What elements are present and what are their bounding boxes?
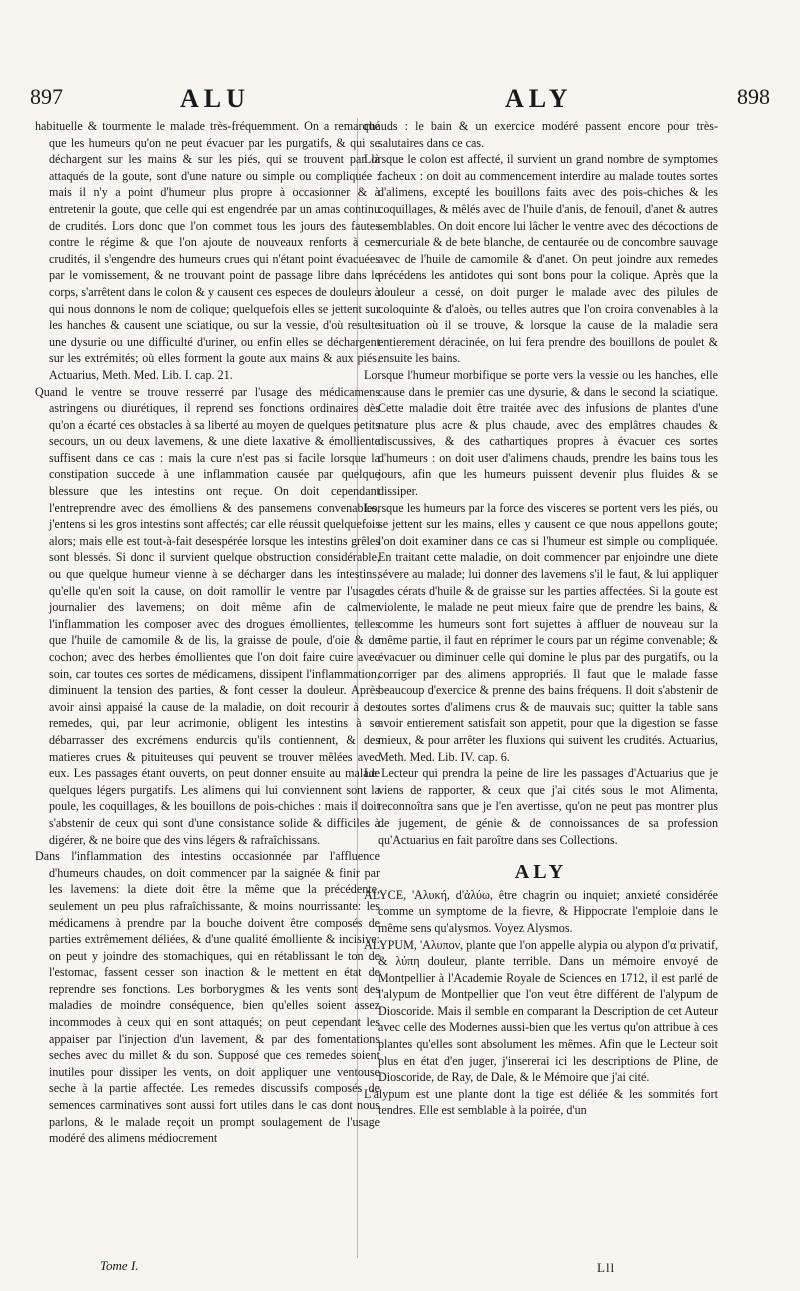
running-head-right: ALY <box>505 84 573 113</box>
dictionary-entry: ALYPUM, 'Αλυπον, plante que l'on appelle alypia ou alypon d'α privatif, & λύπη douleur, plante terrible. Dans un mémoire envoyé de Montpellier à l'Academie Royale de Sciences en 1712, il est parlé de l'alypum de Montpellier que l'on veut être différent de l'alypum de Dioscoride. Mais il semble en comparant la Description de cet Auteur avec celle des Modernes aussi-bien que les vertus qu'on attribue à ces plantes qu'elles sont absolument les mêmes. Afin que le Lecteur soit plus en état d'en juger, j'insererai ici les descriptions de Pline, de Dioscoride, de Ray, de Dale, & le Mémoire que j'ai cité. <box>364 937 718 1085</box>
dictionary-entry: L'alypum est une plante dont la tige est déliée & les sommités fort tendres. Elle est semblable à la poirée, d'un <box>364 1086 718 1118</box>
paragraph: Lorsque le colon est affecté, il survient un grand nombre de symptomes facheux : on doit au commencement interdire au malade toutes sortes d'alimens, excepté les bouillons faits avec des pois-chiches & les coquillages, & mêlés avec de l'huile d'anis, de fenouil, d'anet & autres semblables. On doit encore lui lâcher le ventre avec des décoctions de mercuriale & de bete blanche, de centaurée ou de concombre sauvage avec de l'huile de camomile & d'anet. On peut joindre aux remedes précédens les antidotes qui sont bons pour la colique. Après que la douleur a cessé, on doit purger le malade avec des pilules de coloquinte & d'aloès, ou telles autres que l'on croira convenables à la situation où il se trouve, & lorsque la cause de la maladie sera entierement déracinée, on lui fera prendre des bouillons de poulet & ensuite les bains. <box>364 152 718 366</box>
right-column <box>364 118 718 1119</box>
dictionary-entry: ALYCE, 'Αλυκή, d'ἀλύω, être chagrin ou inquiet; anxieté considérée comme un symptome de la fievre, & Hippocrate l'emploie dans le même sens qu'alysmos. Voyez Alysmos. <box>364 887 718 935</box>
paragraph: Le Lecteur qui prendra la peine de lire les passages d'Actuarius que je viens de rapporter, & ceux que j'ai cités sous le mot Alimenta, reconnoîtra sans que je l'en avertisse, qu'on ne peut pas montrer plus de jugement, de génie & de connoissances de sa profession qu'Actuarius en fait paroître dans ses Collections. <box>364 766 718 847</box>
paragraph: chauds : le bain & un exercice modéré passent encore pour très-salutaires dans ce cas. <box>364 119 718 150</box>
paragraph: habituelle & tourmente le malade très-fréquemment. On a remarqué que les humeurs qu'on ne peut évacuer par les purgatifs, & qui se déchargent sur les mains & sur les piés, qui se trouvent par là attaqués de la goute, sont d'une nature ou simple ou compliquée : mais il n'y a point d'humeur plus propre à occasionner & à entretenir la goute, que celle qui est engendrée par un amas continu de crudités. Lors donc que l'on commet tous les jours des fautes contre le régime & que l'on ajoute de nouveaux renforts à ces crudités, il s'engendre des humeurs crues qui n'étant point évacuées par le vomissement, & ne trouvant point de passage libre dans le corps, s'arrêtent dans le colon & y causent ces especes de douleurs à qui nous donnons le nom de colique; quelquefois elles se jettent sur les hanches & causent une sciatique, ou sur la vessie, d'où resulte une dysurie ou une difficulté d'uriner, ou enfin elles se déchargent sur les extrémités; où elles forment la goute aux mains & aux piés. Actuarius, Meth. Med. Lib. I. cap. 21. <box>35 119 380 382</box>
volume-label: Tome I. <box>100 1258 139 1273</box>
running-head-left: ALU <box>180 84 250 113</box>
page-number-right: 898 <box>737 84 770 109</box>
paragraph: Dans l'inflammation des intestins occasionnée par l'affluence d'humeurs chaudes, on doit commencer par la saignée & finir par les lavemens: la diete doit être la même que la précédente, seulement un peu plus rafraîchissante, & moins nourrissante: les médicamens à prendre par la bouche doivent être composés de parties extrêmement déliées, & d'une qualité émolliente & incisive: on peut y joindre des stomachiques, qui en rétablissant le ton de l'estomac, fassent cesser son inaction & le mettent en état de reprendre ses fonctions. Les borborygmes & les vents sont des maladies de moindre conséquence, bien qu'elles soient assez incommodes à ceux qui en sont attaqués; on peut cependant les appaiser par l'injection d'un lavement, & par des fomentations seches avec du millet & du son. Supposé que ces remedes soient inutiles pour dissiper les vents, on doit appliquer une ventouse seche à la partie affectée. Les remedes discussifs composés de semences carminatives sont aussi fort utiles dans le cas dont nous parlons, & le malade reçoit un prompt soulagement de l'usage modéré des alimens médiocrement <box>35 849 380 1146</box>
paragraph: Lorsque l'humeur morbifique se porte vers la vessie ou les hanches, elle cause dans le premier cas une dysurie, & dans le second la sciatique. Cette maladie doit être traitée avec des infusions de plantes d'une nature plus acre & plus chaude, avec des emplâtres chaudes & discussives, & des cathartiques propres à évacuer ces sortes d'humeurs : on doit user d'alimens chauds, prendre les bains tous les jours, afin que les humeurs puissent devenir plus fluides & se dissiper. <box>364 367 718 499</box>
signature-mark: Lll <box>597 1260 616 1275</box>
paragraph: Lorsque les humeurs par la force des visceres se portent vers les piés, ou se jettent sur les mains, elles y causent ce que nous appellons goute; l'on doit examiner dans ce cas si l'humeur est simple ou compliquée. En traitant cette maladie, on doit commencer par enjoindre une diete sévere au malade; lui donner des lavemens s'il le faut, & lui appliquer des cérats d'huile & de graisse sur les parties affectées. Si la goute est violente, le malade ne peut mieux faire que de prendre les bains, & comme les humeurs sont fort sujettes à affluer de nouveau sur la même partie, il faut en réprimer le cours par un régime convenable; & évacuer ou diminuer celle qui domine le plus par des purgatifs, ou la corriger par des alimens appropriés. Il faut que le malade fasse beaucoup d'exercice & prenne des bains fréquens. Il doit s'abstenir de toutes sortes d'alimens crus & de mauvais suc; quitter la table sans avoir entierement satisfait son appetit, pour que la digestion se fasse mieux, & pour arrêter les fluxions qui suivent les crudités. Actuarius, Meth. Med. Lib. IV. cap. 6. <box>364 500 718 764</box>
paragraph: Quand le ventre se trouve resserré par l'usage des médicamens astringens ou diurétiques, il reprend ses fonctions ordinaires dès qu'on a écarté ces obstacles à sa liberté au moyen de quelques petits secours, un ou deux lavemens, & une diete laxative & émolliente suffisent dans ce cas : mais la cure n'est pas si facile lorsque la constipation succede à une inflammation causée par quelque blessure que les intestins ont reçue. On doit cependant l'entreprendre avec des émolliens & des pansemens convenables, j'entens si les gros intestins sont affectés; car elle réussit quelquefois alors; mais elle est tout-à-fait desespérée lorsque les intestins grêles sont blessés. Si donc il survient quelque obstruction considérable, ou que quelque humeur vienne à se décharger dans les intestins, qu'elle qu'en soit la cause, on doit ramollir le ventre par l'usage journalier des lavemens; on doit même afin de calmer l'inflammation les composer avec des drogues émollientes, telles que l'huile de camomile & de lis, la graisse de poule, d'oie & de cochon; avec des herbes émollientes que l'on doit faire cuire avec soin, car toutes ces sortes de médicamens, dissipent l'inflammation, diminuent la tension des parties, & font cesser la douleur. Après avoir ainsi appaisé la cause de la maladie, on doit recourir à des remedes, qui, par leur acrimonie, obligent les intestins à se débarrasser des excrémens endurcis qu'ils contiennent, & des matieres crues & pituiteuses qui peuvent se trouver mêlées avec eux. Les passages étant ouverts, on peut donner ensuite au malade quelques légers purgatifs. Les alimens qui lui conviennent sont la poule, les coquillages, & les bouillons de pois-chiches : mais il doit s'abstenir de ceux qui sont d'une consistance solide & difficiles à digérer, & ne boire que des vins légers & rafraîchissans. <box>35 384 380 847</box>
page-number-left: 897 <box>30 84 63 109</box>
left-column <box>35 118 380 1147</box>
page-header <box>0 84 800 114</box>
section-heading: ALY <box>514 861 568 884</box>
